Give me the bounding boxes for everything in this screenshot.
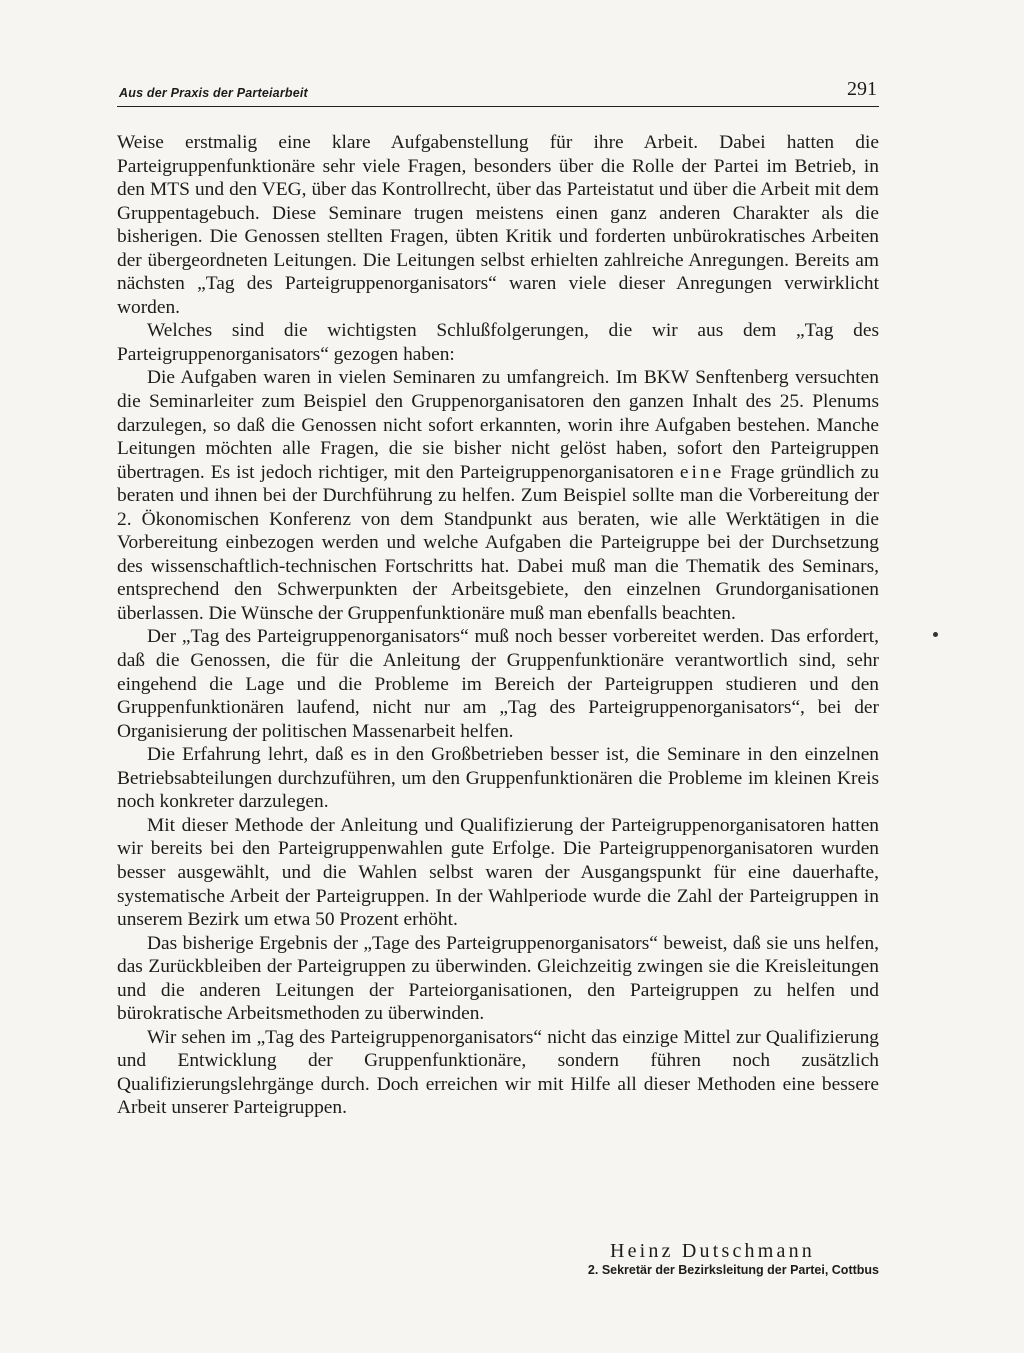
paragraph-8: Wir sehen im „Tag des Parteigruppenorganisators“ nicht das einzige Mittel zur Qualifizierung und Entwicklung der Gruppenfunktionäre, sondern führen noch zusätzlich Qualifizierungslehrgänge durch. Doch erreichen wir mit Hilfe all dieser Methoden eine bessere Arbeit unserer Parteigruppen. [117,1026,879,1119]
paragraph-2: Welches sind die wichtigsten Schlußfolgerungen, die wir aus dem „Tag des Parteigruppenorganisators“ gezogen haben: [117,320,879,365]
paragraph-7: Das bisherige Ergebnis der „Tage des Parteigruppenorganisators“ beweist, daß sie uns helfen, das Zurückbleiben der Parteigruppen zu überwinden. Gleichzeitig zwingen sie die Kreisleitungen und die anderen Leitungen der Parteiorganisationen, den Parteigruppen zu helfen und bürokratische Arbeitsmethoden zu überwinden. [117,932,879,1025]
paragraph-6: Mit dieser Methode der Anleitung und Qualifizierung der Parteigruppenorganisatoren hatten wir bereits bei den Parteigruppenwahlen gute Erfolge. Die Parteigruppenorganisatoren wurden besser ausgewählt, und die Wahlen selbst waren der Ausgangspunkt für eine dauerhafte, systematische Arbeit der Parteigruppen. In der Wahlperiode wurde die Zahl der Parteigruppen in unserem Bezirk um etwa 50 Prozent erhöht. [117,814,879,931]
page-header [117,78,879,107]
print-speck [933,632,938,637]
paragraph-4: Der „Tag des Parteigruppenorganisators“ muß noch besser vorbereitet werden. Das erfordert, daß die Genossen, die für die Anleitung der Gruppenfunktionäre verantwortlich sind, sehr eingehend die Lage und die Probleme im Bereich der Parteigruppen studieren und den Gruppenfunktionären laufend, nicht nur am „Tag des Parteigruppenorganisators“, bei der Organisierung der politischen Massenarbeit helfen. [117,626,879,742]
author-affiliation: 2. Sekretär der Bezirksleitung der Partei, Cottbus [587,1263,879,1277]
emphasized-word: eine [679,461,725,483]
page-number: 291 [847,78,877,100]
author-signature: Heinz Dutschmann [609,1240,815,1262]
paragraph-3 [117,366,879,625]
paragraph-3-text-before: Die Aufgaben waren in vielen Seminaren zu umfangreich. Im BKW Senftenberg versuchten die Seminarleiter zum Beispiel den Gruppenorganisatoren den ganzen Inhalt des 25. Plenums darzulegen, so daß die Genossen nicht sofort erkannten, worin ihre Aufgaben bestehen. Manche Leitungen möchten alle Fragen, die sie bisher nicht gelöst haben, sofort den Parteigruppen übertragen. Es ist jedoch richtiger, mit den Parteigruppenorganisatoren [117,367,879,483]
paragraph-1: Weise erstmalig eine klare Aufgabenstellung für ihre Arbeit. Dabei hatten die Parteigruppenfunktionäre sehr viele Fragen, besonders über die Rolle der Partei im Betrieb, in den MTS und den VEG, über das Kontrollrecht, über das Parteistatut und über die Arbeit mit dem Gruppentagebuch. Diese Seminare trugen meistens einen ganz anderen Charakter als die bisherigen. Die Genossen stellten Fragen, übten Kritik und forderten unbürokratisches Arbeiten der übergeordneten Leitungen. Die Leitungen selbst erhielten zahlreiche Anregungen. Bereits am nächsten „Tag des Parteigruppenorganisators“ waren viele dieser Anregungen verwirklicht worden. [117,132,879,318]
running-title: Aus der Praxis der Parteiarbeit [119,86,308,100]
paragraph-5: Die Erfahrung lehrt, daß es in den Großbetrieben besser ist, die Seminare in den einzelnen Betriebsabteilungen durchzuführen, um den Gruppenfunktionären die Probleme im kleinen Kreis noch konkreter darzulegen. [117,744,879,813]
article-body [117,131,879,1120]
paragraph-3-text-after: Frage gründlich zu beraten und ihnen bei der Durchführung zu helfen. Zum Beispiel sollte man die Vorbereitung der 2. Ökonomischen Konferenz von dem Standpunkt aus beraten, wie alle Werktätigen in die Vorbereitung einbezogen werden und welche Aufgaben die Parteigruppe bei der Durchsetzung des wissenschaftlich-technischen Fortschritts hat. Dabei muß man die Thematik des Seminars, entsprechend den Schwerpunkten der Arbeitsgebiete, den einzelnen Grundorganisationen überlassen. Die Wünsche der Gruppenfunktionäre muß man ebenfalls beachten. [117,461,879,624]
